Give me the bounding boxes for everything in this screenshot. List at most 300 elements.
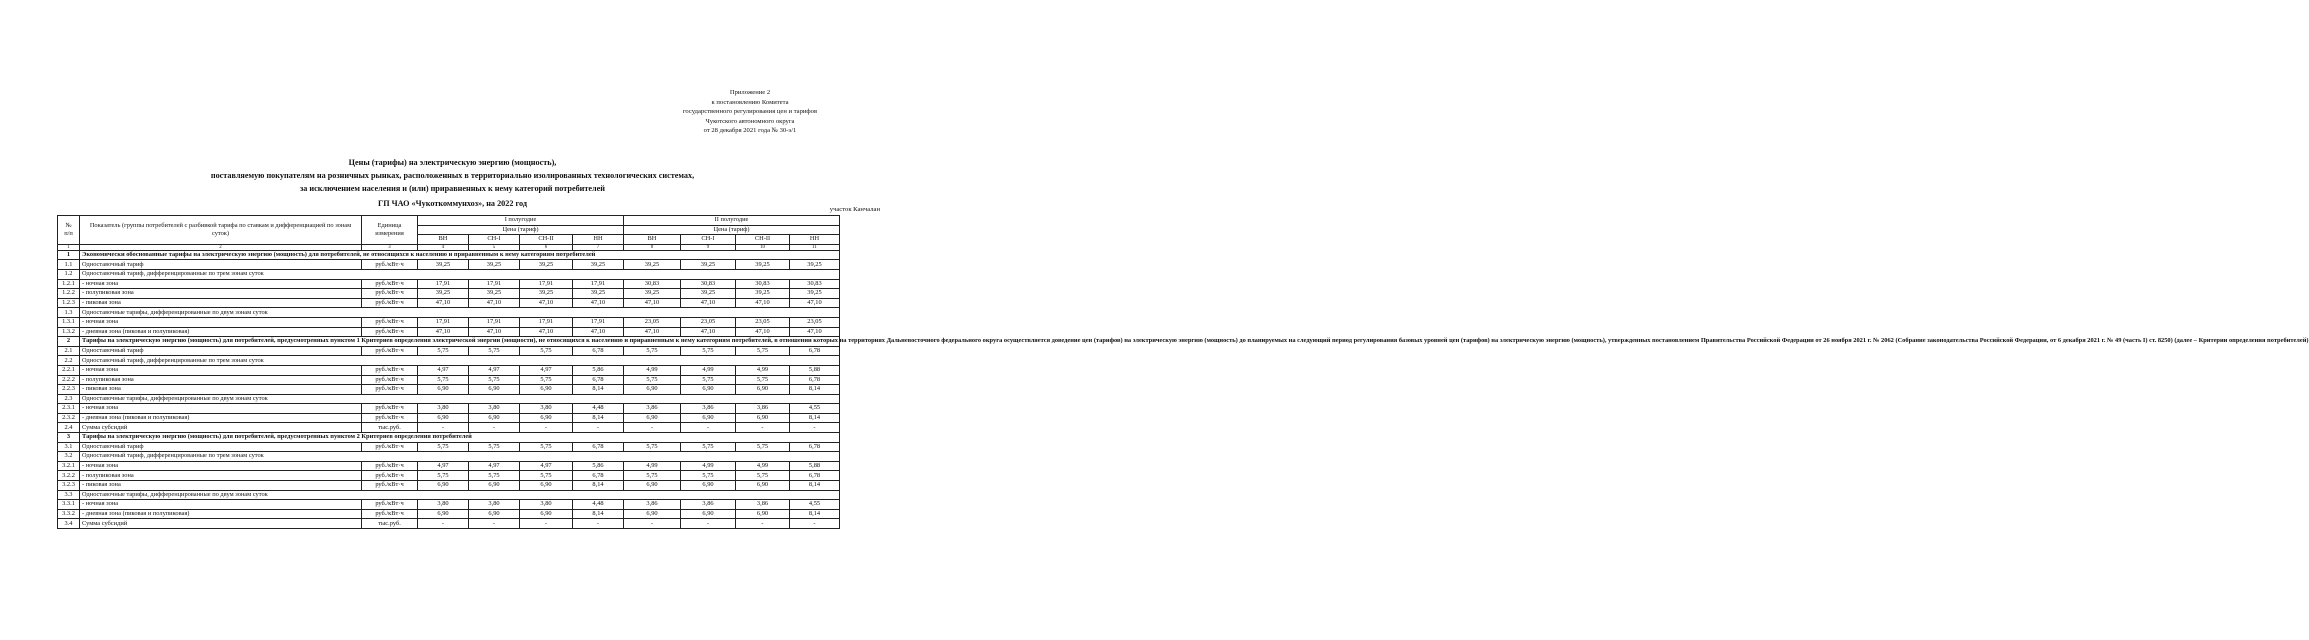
row-unit: руб./кВт·ч xyxy=(362,461,418,471)
table-row xyxy=(58,269,840,279)
tariff-value: 47,10 xyxy=(520,327,573,337)
row-label: - ночная зона xyxy=(80,365,362,375)
tariff-table xyxy=(57,215,2309,529)
tariff-value: 5,75 xyxy=(736,346,790,356)
row-number: 1.2.1 xyxy=(58,279,80,289)
tariff-value: 23,05 xyxy=(681,317,736,327)
tariff-value: 17,91 xyxy=(573,317,624,327)
tariff-value: 5,75 xyxy=(469,442,520,452)
tariff-value: 6,90 xyxy=(624,413,681,423)
tariff-value: 6,90 xyxy=(520,385,573,395)
tariff-value: 17,91 xyxy=(418,279,469,289)
tariff-value: 47,10 xyxy=(790,327,840,337)
tariff-value: 4,97 xyxy=(520,461,573,471)
row-label: - ночная зона xyxy=(80,317,362,327)
tariff-value: 47,10 xyxy=(573,327,624,337)
tariff-value: 4,99 xyxy=(624,461,681,471)
table-row xyxy=(58,308,840,318)
voltage-column-header: НН xyxy=(573,235,624,245)
tariff-value: 4,97 xyxy=(418,365,469,375)
table-row xyxy=(58,250,840,260)
tariff-value: 6,90 xyxy=(469,385,520,395)
tariff-value: 6,90 xyxy=(469,509,520,519)
tariff-value: 30,83 xyxy=(790,279,840,289)
row-unit: руб./кВт·ч xyxy=(362,375,418,385)
column-number: 9 xyxy=(681,244,736,250)
table-row xyxy=(58,346,840,356)
table-row xyxy=(58,327,840,337)
tariff-value: 4,99 xyxy=(736,365,790,375)
tariff-value: 5,75 xyxy=(681,375,736,385)
tariff-value: 5,75 xyxy=(520,471,573,481)
tariff-value: 39,25 xyxy=(418,260,469,270)
row-label: Тарифы на электрическую энергию (мощность) для потребителей, предусмотренных пунктом 2 Критериев определения потребителей xyxy=(80,433,840,443)
tariff-value: 6,90 xyxy=(681,481,736,491)
row-unit: руб./кВт·ч xyxy=(362,442,418,452)
row-unit: руб./кВт·ч xyxy=(362,289,418,299)
row-label: - ночная зона xyxy=(80,461,362,471)
tariff-value: 17,91 xyxy=(418,317,469,327)
tariff-value: 47,10 xyxy=(624,298,681,308)
tariff-value: 8,14 xyxy=(573,413,624,423)
row-number: 3.2.2 xyxy=(58,471,80,481)
row-label: - ночная зона xyxy=(80,404,362,414)
row-label: Одноставочный тариф xyxy=(80,260,362,270)
row-number: 2.4 xyxy=(58,423,80,433)
tariff-value: 47,10 xyxy=(736,327,790,337)
tariff-value: 6,90 xyxy=(624,385,681,395)
tariff-value: 3,86 xyxy=(736,500,790,510)
row-number: 3.1 xyxy=(58,442,80,452)
tariff-value: 17,91 xyxy=(469,279,520,289)
row-unit: руб./кВт·ч xyxy=(362,279,418,289)
table-row xyxy=(58,260,840,270)
voltage-column-header: СН-II xyxy=(736,235,790,245)
table-row xyxy=(58,481,840,491)
tariff-value: 30,83 xyxy=(681,279,736,289)
row-label: - ночная зона xyxy=(80,500,362,510)
row-unit: руб./кВт·ч xyxy=(362,298,418,308)
row-unit: руб./кВт·ч xyxy=(362,327,418,337)
voltage-column-header: СН-I xyxy=(469,235,520,245)
tariff-value: 47,10 xyxy=(624,327,681,337)
row-number: 2.1 xyxy=(58,346,80,356)
annex-line: к постановлению Комитета xyxy=(711,98,789,106)
table-row xyxy=(58,394,840,404)
row-label: - пиковая зона xyxy=(80,385,362,395)
tariff-value: 5,75 xyxy=(624,346,681,356)
row-label: - пиковая зона xyxy=(80,481,362,491)
row-number: 2.2.3 xyxy=(58,385,80,395)
voltage-column-header: ВН xyxy=(624,235,681,245)
tariff-value: 8,14 xyxy=(790,509,840,519)
tariff-value: 5,75 xyxy=(418,471,469,481)
tariff-value: 6,90 xyxy=(681,413,736,423)
row-label: Одноставочный тариф xyxy=(80,346,362,356)
row-label: - полупиковая зона xyxy=(80,289,362,299)
row-unit: руб./кВт·ч xyxy=(362,346,418,356)
tariff-value: 17,91 xyxy=(469,317,520,327)
tariff-value: 5,75 xyxy=(624,471,681,481)
tariff-value: 23,05 xyxy=(624,317,681,327)
row-number: 3.2 xyxy=(58,452,80,462)
header-price: Цена (тариф) xyxy=(418,225,624,235)
row-label: - дневная зона (пиковая и полупиковая) xyxy=(80,327,362,337)
table-row xyxy=(58,519,840,529)
title-line: Цены (тарифы) на электрическую энергию (мощность), xyxy=(348,158,557,167)
tariff-value: 6,78 xyxy=(573,471,624,481)
tariff-value: 5,75 xyxy=(418,442,469,452)
tariff-value: 5,75 xyxy=(469,471,520,481)
tariff-value: 47,10 xyxy=(469,327,520,337)
tariff-value: 4,48 xyxy=(573,404,624,414)
annex-block xyxy=(640,88,860,136)
tariff-value: 6,90 xyxy=(418,481,469,491)
tariff-value: 8,14 xyxy=(573,509,624,519)
tariff-value: 6,78 xyxy=(573,442,624,452)
tariff-value: 3,80 xyxy=(418,404,469,414)
column-number: 7 xyxy=(573,244,624,250)
row-number: 1.1 xyxy=(58,260,80,270)
tariff-value: 17,91 xyxy=(520,317,573,327)
tariff-value: 5,88 xyxy=(790,461,840,471)
tariff-value: 47,10 xyxy=(469,298,520,308)
voltage-column-header: СН-I xyxy=(681,235,736,245)
row-number: 1.3.2 xyxy=(58,327,80,337)
table-row xyxy=(58,423,840,433)
tariff-value: 6,90 xyxy=(520,509,573,519)
table-body xyxy=(58,250,2309,528)
row-unit: руб./кВт·ч xyxy=(362,260,418,270)
table-row xyxy=(58,375,840,385)
tariff-value: 5,88 xyxy=(790,365,840,375)
row-number: 2.2 xyxy=(58,356,80,366)
tariff-value: - xyxy=(736,519,790,529)
row-number: 2.3 xyxy=(58,394,80,404)
column-number: 6 xyxy=(520,244,573,250)
tariff-value: 39,25 xyxy=(736,289,790,299)
voltage-column-header: ВН xyxy=(418,235,469,245)
tariff-value: 8,14 xyxy=(790,385,840,395)
tariff-value: 3,80 xyxy=(520,500,573,510)
header-half2: II полугодие xyxy=(624,216,840,226)
tariff-value: 4,99 xyxy=(681,365,736,375)
tariff-value: 5,75 xyxy=(624,442,681,452)
tariff-value: 5,75 xyxy=(681,346,736,356)
row-label: Одноставочный тариф, дифференцированные по трем зонам суток xyxy=(80,269,840,279)
voltage-column-header: НН xyxy=(790,235,840,245)
tariff-value: 6,90 xyxy=(736,413,790,423)
tariff-value: 5,75 xyxy=(736,375,790,385)
tariff-value: - xyxy=(624,423,681,433)
tariff-value: 3,86 xyxy=(736,404,790,414)
row-number: 2.3.2 xyxy=(58,413,80,423)
row-unit: руб./кВт·ч xyxy=(362,317,418,327)
annex-line: Приложение 2 xyxy=(729,89,771,96)
row-label: - дневная зона (пиковая и полупиковая) xyxy=(80,509,362,519)
column-number: 3 xyxy=(362,244,418,250)
table-row xyxy=(58,509,840,519)
tariff-value: 39,25 xyxy=(469,289,520,299)
document-title xyxy=(0,156,905,210)
tariff-value: 6,90 xyxy=(624,481,681,491)
tariff-value: 47,10 xyxy=(520,298,573,308)
tariff-value: - xyxy=(624,519,681,529)
title-line: поставляемую покупателям на розничных рынках, расположенных в территориально изолированных технологических системах, xyxy=(210,171,695,180)
column-number: 1 xyxy=(58,244,80,250)
tariff-value: 6,78 xyxy=(790,442,840,452)
row-number: 3.3.1 xyxy=(58,500,80,510)
tariff-value: 47,10 xyxy=(418,298,469,308)
tariff-value: 5,75 xyxy=(736,442,790,452)
tariff-value: 5,75 xyxy=(624,375,681,385)
tariff-value: 6,90 xyxy=(469,413,520,423)
tariff-value: 6,90 xyxy=(624,509,681,519)
column-number: 2 xyxy=(80,244,362,250)
tariff-value: 5,75 xyxy=(520,346,573,356)
tariff-value: 39,25 xyxy=(624,260,681,270)
tariff-value: - xyxy=(681,423,736,433)
row-number: 1.2 xyxy=(58,269,80,279)
tariff-value: 39,25 xyxy=(469,260,520,270)
tariff-value: 39,25 xyxy=(681,289,736,299)
tariff-value: 47,10 xyxy=(790,298,840,308)
tariff-value: - xyxy=(681,519,736,529)
tariff-value: - xyxy=(469,519,520,529)
row-label: Одноставочный тариф, дифференцированные по трем зонам суток xyxy=(80,452,840,462)
row-number: 3 xyxy=(58,433,80,443)
tariff-value: 47,10 xyxy=(681,327,736,337)
row-unit: руб./кВт·ч xyxy=(362,509,418,519)
tariff-value: 5,86 xyxy=(573,365,624,375)
tariff-value: 30,83 xyxy=(624,279,681,289)
title-organization: ГП ЧАО «Чукоткоммунхоз», на 2022 год xyxy=(377,199,528,208)
annex-line: государственного регулирования цен и тарифов xyxy=(682,108,818,116)
tariff-value: 6,90 xyxy=(736,481,790,491)
tariff-value: 4,99 xyxy=(736,461,790,471)
tariff-value: - xyxy=(790,423,840,433)
row-label: Одноставочный тариф xyxy=(80,442,362,452)
row-label: - дневная зона (пиковая и полупиковая) xyxy=(80,413,362,423)
row-label: Одноставочные тарифы, дифференцированные по двум зонам суток xyxy=(80,308,840,318)
row-label: Одноставочный тариф, дифференцированные по трем зонам суток xyxy=(80,356,840,366)
tariff-value: 3,80 xyxy=(469,500,520,510)
tariff-value: 5,75 xyxy=(736,471,790,481)
column-number: 4 xyxy=(418,244,469,250)
tariff-value: 8,14 xyxy=(573,481,624,491)
column-number: 10 xyxy=(736,244,790,250)
tariff-value: 39,25 xyxy=(520,289,573,299)
tariff-value: 6,90 xyxy=(418,509,469,519)
row-number: 2.2.1 xyxy=(58,365,80,375)
row-label: - полупиковая зона xyxy=(80,375,362,385)
row-number: 1 xyxy=(58,250,80,260)
tariff-value: 4,97 xyxy=(520,365,573,375)
header-num-text: № п/п xyxy=(64,221,73,237)
tariff-value: 5,86 xyxy=(573,461,624,471)
row-number: 2 xyxy=(58,337,80,347)
tariff-value: 4,99 xyxy=(624,365,681,375)
row-number: 1.3.1 xyxy=(58,317,80,327)
tariff-value: 6,78 xyxy=(790,471,840,481)
table-row xyxy=(58,279,840,289)
row-unit: руб./кВт·ч xyxy=(362,413,418,423)
row-label: - полупиковая зона xyxy=(80,471,362,481)
tariff-value: 4,97 xyxy=(418,461,469,471)
tariff-value: 39,25 xyxy=(790,260,840,270)
tariff-value: 5,75 xyxy=(418,346,469,356)
tariff-value: 4,55 xyxy=(790,404,840,414)
tariff-value: 47,10 xyxy=(418,327,469,337)
header-row xyxy=(58,216,840,226)
tariff-value: 4,99 xyxy=(681,461,736,471)
tariff-value: 47,10 xyxy=(736,298,790,308)
tariff-value: 3,80 xyxy=(469,404,520,414)
tariff-value: 6,78 xyxy=(573,346,624,356)
tariff-value: 39,25 xyxy=(573,289,624,299)
row-label: Сумма субсидий xyxy=(80,519,362,529)
tariff-value: 23,05 xyxy=(736,317,790,327)
tariff-value: 8,14 xyxy=(790,413,840,423)
tariff-value: 6,90 xyxy=(469,481,520,491)
row-unit: руб./кВт·ч xyxy=(362,385,418,395)
table-row xyxy=(58,490,840,500)
tariff-value: 6,90 xyxy=(418,385,469,395)
column-number: 11 xyxy=(790,244,840,250)
title-line: за исключением населения и (или) приравненных к нему категорий потребителей xyxy=(300,184,605,193)
tariff-value: 5,75 xyxy=(681,442,736,452)
table-row xyxy=(58,404,840,414)
row-unit: руб./кВт·ч xyxy=(362,404,418,414)
tariff-value: 3,80 xyxy=(418,500,469,510)
tariff-value: - xyxy=(469,423,520,433)
tariff-value: 39,25 xyxy=(520,260,573,270)
tariff-value: 5,75 xyxy=(520,442,573,452)
tariff-value: 17,91 xyxy=(520,279,573,289)
row-label: - пиковая зона xyxy=(80,298,362,308)
tariff-value: 39,25 xyxy=(790,289,840,299)
row-number: 1.2.3 xyxy=(58,298,80,308)
tariff-value: 30,83 xyxy=(736,279,790,289)
table-row xyxy=(58,298,840,308)
tariff-value: 3,86 xyxy=(681,500,736,510)
table-row xyxy=(58,433,840,443)
row-label: Одноставочные тарифы, дифференцированные по двум зонам суток xyxy=(80,490,840,500)
tariff-value: 6,90 xyxy=(736,385,790,395)
row-number: 3.3 xyxy=(58,490,80,500)
tariff-value: 6,78 xyxy=(573,375,624,385)
header-indicator: Показатель (группы потребителей с разбивкой тарифа по ставкам и дифференциацией по зонам суток) xyxy=(80,216,362,245)
table-row xyxy=(58,289,840,299)
tariff-value: 6,90 xyxy=(418,413,469,423)
tariff-value: 5,75 xyxy=(418,375,469,385)
tariff-value: 4,97 xyxy=(469,461,520,471)
row-number: 3.4 xyxy=(58,519,80,529)
table-row xyxy=(58,461,840,471)
tariff-value: 5,75 xyxy=(520,375,573,385)
row-label: - ночная зона xyxy=(80,279,362,289)
row-unit: тыс.руб. xyxy=(362,519,418,529)
tariff-value: 4,48 xyxy=(573,500,624,510)
tariff-value: 3,86 xyxy=(624,500,681,510)
tariff-value: 6,78 xyxy=(790,375,840,385)
row-label: Экономически обоснованные тарифы на электрическую энергию (мощность) для потребителей, не относящихся к населению и приравненным к нему категориям потребителей xyxy=(80,250,840,260)
tariff-value: 6,78 xyxy=(790,346,840,356)
row-number: 2.3.1 xyxy=(58,404,80,414)
tariff-value: 6,90 xyxy=(520,413,573,423)
section-description: Тарифы на электрическую энергию (мощность) для потребителей, предусмотренных пунктом 1 Критериев определения электрической энергии (мощности), не относящихся к населению и приравненным к нему категориям потребителей, в отношении которых на территориях Дальневосточного федерального округа осуществляется доведение цен (тарифов) на электрическую энергию (мощность) до планируемых на следующий период регулирования базовых уровней цен (тарифов) на электрическую энергию (мощность), утвержденных постановлением Правительства Российской Федерации от 26 ноября 2021 г. № 2062 (Собрание законодательства Российской Федерации, от 6 декабря 2021 г. № 49 (часть I) ст. 8250) (далее – Критерии определения потребителей) xyxy=(80,337,840,347)
tariff-value: 39,25 xyxy=(418,289,469,299)
tariff-value: 8,14 xyxy=(790,481,840,491)
row-number: 3.2.3 xyxy=(58,481,80,491)
tariff-value: 8,14 xyxy=(573,385,624,395)
table-row xyxy=(58,385,840,395)
row-unit: руб./кВт·ч xyxy=(362,500,418,510)
column-number: 5 xyxy=(469,244,520,250)
row-unit: руб./кВт·ч xyxy=(362,365,418,375)
tariff-value: 4,97 xyxy=(469,365,520,375)
row-number: 1.2.2 xyxy=(58,289,80,299)
tariff-value: 5,75 xyxy=(469,375,520,385)
tariff-value: 3,80 xyxy=(520,404,573,414)
table-row xyxy=(58,365,840,375)
row-number: 3.2.1 xyxy=(58,461,80,471)
column-number: 8 xyxy=(624,244,681,250)
tariff-value: - xyxy=(418,423,469,433)
row-unit: тыс.руб. xyxy=(362,423,418,433)
tariff-value: 6,90 xyxy=(520,481,573,491)
tariff-value: - xyxy=(520,519,573,529)
tariff-value: - xyxy=(520,423,573,433)
tariff-value: - xyxy=(573,519,624,529)
tariff-value: 47,10 xyxy=(573,298,624,308)
tariff-value: 39,25 xyxy=(573,260,624,270)
tariff-value: 3,86 xyxy=(624,404,681,414)
table-row xyxy=(58,442,840,452)
tariff-value: - xyxy=(790,519,840,529)
table-row xyxy=(58,356,840,366)
voltage-column-header: СН-II xyxy=(520,235,573,245)
row-unit: руб./кВт·ч xyxy=(362,471,418,481)
tariff-value: 39,25 xyxy=(736,260,790,270)
tariff-value: - xyxy=(418,519,469,529)
tariff-value: 5,75 xyxy=(681,471,736,481)
table-row xyxy=(58,337,840,347)
row-number: 1.3 xyxy=(58,308,80,318)
tariff-value: 6,90 xyxy=(681,509,736,519)
tariff-value: 17,91 xyxy=(573,279,624,289)
table-row xyxy=(58,317,840,327)
header-half1: I полугодие xyxy=(418,216,624,226)
tariff-value: - xyxy=(736,423,790,433)
tariff-value: 6,90 xyxy=(681,385,736,395)
header-price: Цена (тариф) xyxy=(624,225,840,235)
place-label: участок Канчалан xyxy=(829,206,880,213)
tariff-value: 39,25 xyxy=(681,260,736,270)
annex-line: Чукотского автономного округа xyxy=(705,117,795,125)
tariff-value: 39,25 xyxy=(624,289,681,299)
row-unit: руб./кВт·ч xyxy=(362,481,418,491)
table-row xyxy=(58,500,840,510)
table-row xyxy=(58,471,840,481)
tariff-value: 6,90 xyxy=(736,509,790,519)
row-label: Сумма субсидий xyxy=(80,423,362,433)
tariff-value: 4,55 xyxy=(790,500,840,510)
tariff-value: - xyxy=(573,423,624,433)
row-number: 3.3.2 xyxy=(58,509,80,519)
tariff-value: 23,05 xyxy=(790,317,840,327)
table-row xyxy=(58,413,840,423)
